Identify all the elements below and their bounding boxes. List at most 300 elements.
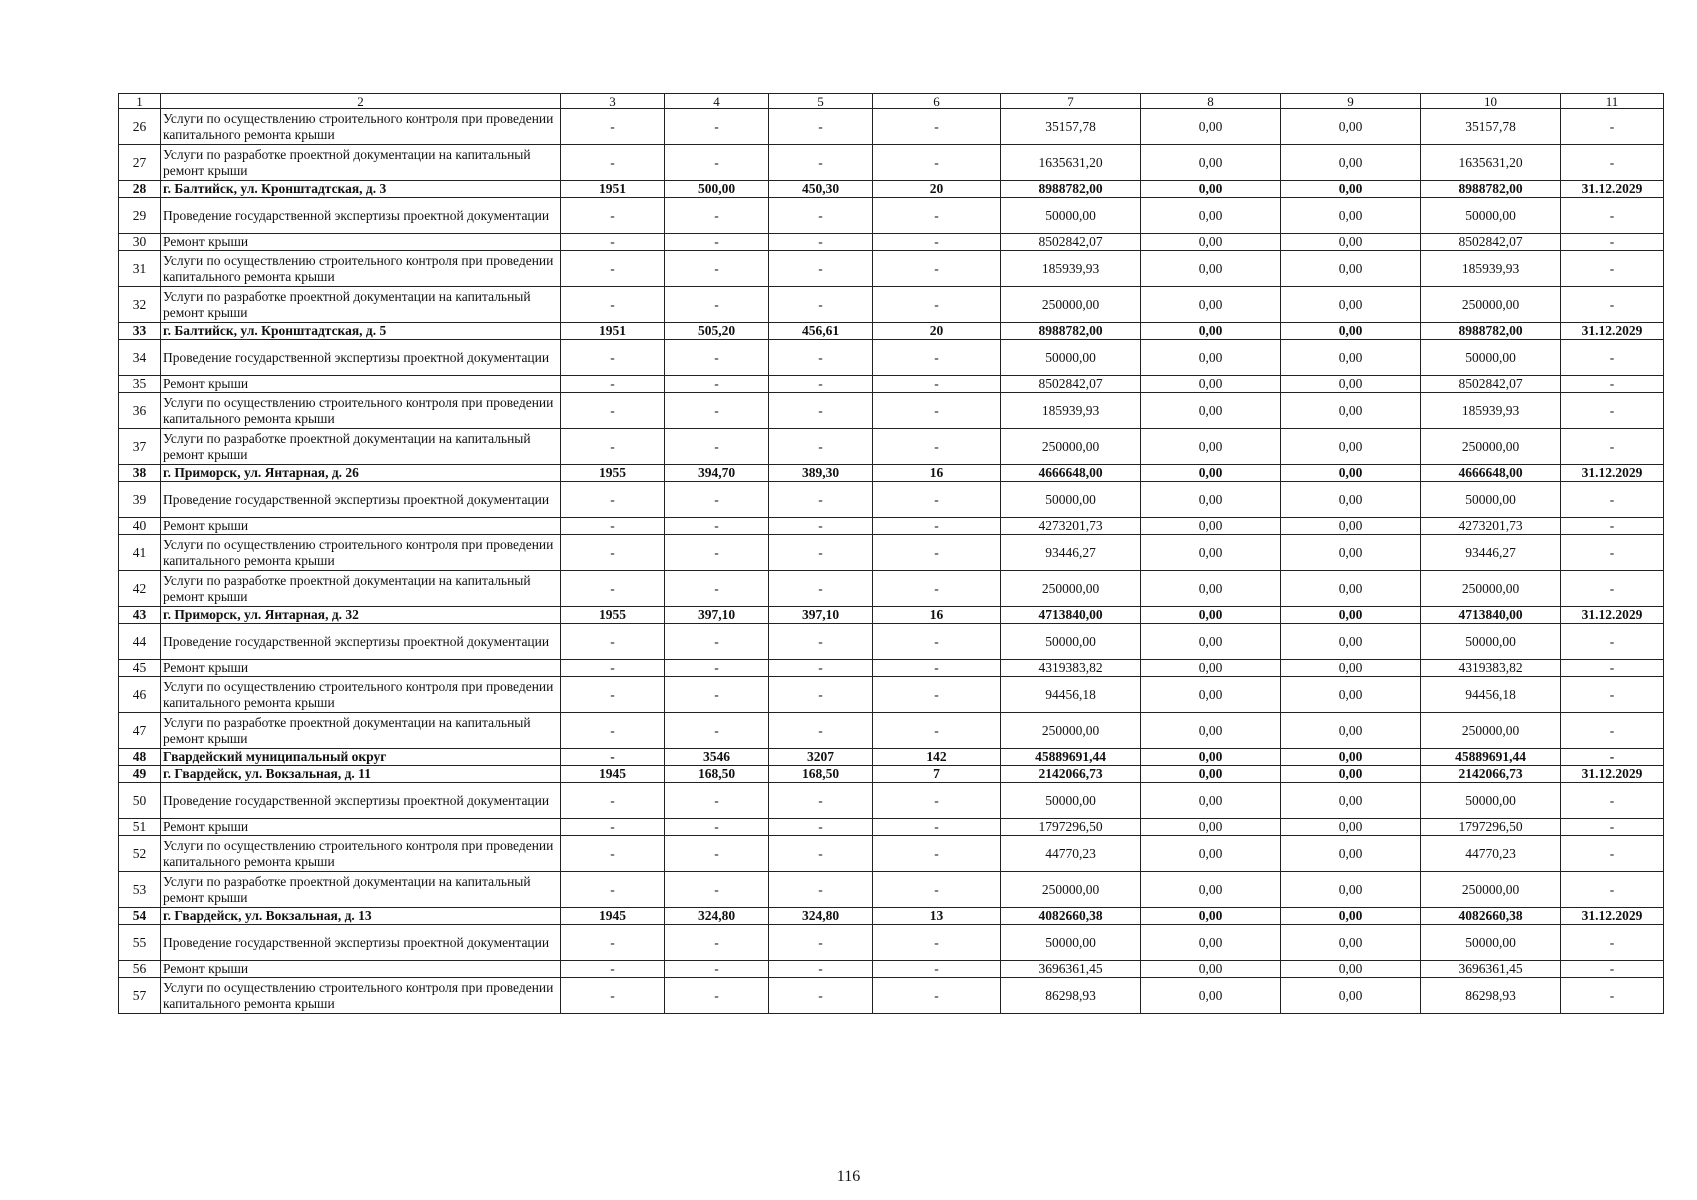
table-row: [119, 518, 1664, 535]
row-number-cell: 42: [119, 571, 161, 607]
year-cell: -: [561, 287, 665, 323]
deadline-cell: -: [1561, 251, 1664, 287]
fund-cell-9: 0,00: [1281, 607, 1421, 624]
table-row: [119, 234, 1664, 251]
row-number-cell: 40: [119, 518, 161, 535]
description-cell: Ремонт крыши: [161, 819, 561, 836]
fund-cell-10: 50000,00: [1421, 198, 1561, 234]
cost-total-cell: 4273201,73: [1001, 518, 1141, 535]
residents-cell: 7: [873, 766, 1001, 783]
area-total-cell: 394,70: [665, 465, 769, 482]
fund-cell-9: 0,00: [1281, 393, 1421, 429]
year-cell: -: [561, 677, 665, 713]
fund-cell-10: 4082660,38: [1421, 908, 1561, 925]
table-row: [119, 482, 1664, 518]
column-number-header: 7: [1001, 94, 1141, 109]
fund-cell-9: 0,00: [1281, 783, 1421, 819]
deadline-cell: -: [1561, 198, 1664, 234]
cost-total-cell: 8988782,00: [1001, 323, 1141, 340]
residents-cell: 13: [873, 908, 1001, 925]
year-cell: -: [561, 783, 665, 819]
fund-cell-8: 0,00: [1141, 429, 1281, 465]
column-number-header: 4: [665, 94, 769, 109]
column-number-header: 11: [1561, 94, 1664, 109]
year-cell: -: [561, 961, 665, 978]
year-cell: -: [561, 571, 665, 607]
table-row: [119, 925, 1664, 961]
fund-cell-8: 0,00: [1141, 607, 1281, 624]
fund-cell-9: 0,00: [1281, 340, 1421, 376]
description-cell: Ремонт крыши: [161, 961, 561, 978]
description-cell: Услуги по разработке проектной документации на капитальный ремонт крыши: [161, 571, 561, 607]
deadline-cell: -: [1561, 518, 1664, 535]
year-cell: 1955: [561, 465, 665, 482]
row-number-cell: 28: [119, 181, 161, 198]
row-number-cell: 43: [119, 607, 161, 624]
cost-total-cell: 250000,00: [1001, 429, 1141, 465]
residents-cell: -: [873, 145, 1001, 181]
deadline-cell: -: [1561, 234, 1664, 251]
table-row: [119, 836, 1664, 872]
fund-cell-10: 50000,00: [1421, 340, 1561, 376]
year-cell: -: [561, 145, 665, 181]
table-row: [119, 535, 1664, 571]
deadline-cell: -: [1561, 109, 1664, 145]
year-cell: -: [561, 660, 665, 677]
residents-cell: -: [873, 961, 1001, 978]
description-cell: Услуги по осуществлению строительного контроля при проведении капитального ремонта крыши: [161, 836, 561, 872]
fund-cell-8: 0,00: [1141, 234, 1281, 251]
description-cell: Услуги по осуществлению строительного контроля при проведении капитального ремонта крыши: [161, 535, 561, 571]
area-living-cell: -: [769, 340, 873, 376]
table-row: [119, 713, 1664, 749]
deadline-cell: -: [1561, 872, 1664, 908]
area-living-cell: -: [769, 677, 873, 713]
fund-cell-9: 0,00: [1281, 234, 1421, 251]
year-cell: -: [561, 234, 665, 251]
cost-total-cell: 4713840,00: [1001, 607, 1141, 624]
fund-cell-10: 94456,18: [1421, 677, 1561, 713]
fund-cell-9: 0,00: [1281, 872, 1421, 908]
description-cell: г. Гвардейск, ул. Вокзальная, д. 11: [161, 766, 561, 783]
cost-total-cell: 35157,78: [1001, 109, 1141, 145]
area-total-cell: -: [665, 340, 769, 376]
table-row: [119, 393, 1664, 429]
fund-cell-10: 93446,27: [1421, 535, 1561, 571]
deadline-cell: -: [1561, 376, 1664, 393]
area-total-cell: -: [665, 429, 769, 465]
fund-cell-9: 0,00: [1281, 713, 1421, 749]
residents-cell: -: [873, 925, 1001, 961]
residents-cell: -: [873, 535, 1001, 571]
deadline-cell: -: [1561, 624, 1664, 660]
table-row: [119, 660, 1664, 677]
area-living-cell: -: [769, 836, 873, 872]
deadline-cell: -: [1561, 660, 1664, 677]
residents-cell: -: [873, 836, 1001, 872]
fund-cell-9: 0,00: [1281, 376, 1421, 393]
area-living-cell: -: [769, 109, 873, 145]
fund-cell-8: 0,00: [1141, 482, 1281, 518]
deadline-cell: 31.12.2029: [1561, 607, 1664, 624]
cost-total-cell: 94456,18: [1001, 677, 1141, 713]
column-number-header-row: [119, 94, 1664, 109]
fund-cell-10: 50000,00: [1421, 624, 1561, 660]
deadline-cell: -: [1561, 819, 1664, 836]
cost-total-cell: 1635631,20: [1001, 145, 1141, 181]
year-cell: -: [561, 251, 665, 287]
description-cell: Услуги по осуществлению строительного контроля при проведении капитального ремонта крыши: [161, 393, 561, 429]
fund-cell-9: 0,00: [1281, 624, 1421, 660]
fund-cell-8: 0,00: [1141, 961, 1281, 978]
fund-cell-9: 0,00: [1281, 535, 1421, 571]
cost-total-cell: 4082660,38: [1001, 908, 1141, 925]
year-cell: 1951: [561, 323, 665, 340]
fund-cell-10: 8988782,00: [1421, 323, 1561, 340]
fund-cell-9: 0,00: [1281, 429, 1421, 465]
row-number-cell: 51: [119, 819, 161, 836]
residents-cell: -: [873, 234, 1001, 251]
fund-cell-10: 50000,00: [1421, 482, 1561, 518]
residents-cell: -: [873, 978, 1001, 1014]
row-number-cell: 37: [119, 429, 161, 465]
table-row: [119, 571, 1664, 607]
year-cell: -: [561, 925, 665, 961]
cost-total-cell: 93446,27: [1001, 535, 1141, 571]
column-number-header: 10: [1421, 94, 1561, 109]
deadline-cell: -: [1561, 925, 1664, 961]
area-living-cell: 324,80: [769, 908, 873, 925]
table-row: [119, 961, 1664, 978]
description-cell: г. Балтийск, ул. Кронштадтская, д. 5: [161, 323, 561, 340]
area-total-cell: -: [665, 978, 769, 1014]
table-row: [119, 340, 1664, 376]
fund-cell-8: 0,00: [1141, 287, 1281, 323]
area-total-cell: 324,80: [665, 908, 769, 925]
fund-cell-8: 0,00: [1141, 518, 1281, 535]
fund-cell-8: 0,00: [1141, 323, 1281, 340]
year-cell: 1951: [561, 181, 665, 198]
area-total-cell: -: [665, 961, 769, 978]
row-number-cell: 50: [119, 783, 161, 819]
fund-cell-10: 35157,78: [1421, 109, 1561, 145]
description-cell: Ремонт крыши: [161, 518, 561, 535]
year-cell: -: [561, 836, 665, 872]
fund-cell-10: 44770,23: [1421, 836, 1561, 872]
fund-cell-8: 0,00: [1141, 766, 1281, 783]
fund-cell-9: 0,00: [1281, 836, 1421, 872]
cost-total-cell: 2142066,73: [1001, 766, 1141, 783]
area-total-cell: -: [665, 925, 769, 961]
fund-cell-10: 1797296,50: [1421, 819, 1561, 836]
column-number-header: 3: [561, 94, 665, 109]
fund-cell-9: 0,00: [1281, 766, 1421, 783]
description-cell: г. Приморск, ул. Янтарная, д. 26: [161, 465, 561, 482]
fund-cell-9: 0,00: [1281, 251, 1421, 287]
table-body: [119, 94, 1664, 1014]
area-total-cell: -: [665, 872, 769, 908]
fund-cell-8: 0,00: [1141, 819, 1281, 836]
column-number-header: 9: [1281, 94, 1421, 109]
description-cell: Проведение государственной экспертизы проектной документации: [161, 482, 561, 518]
cost-total-cell: 250000,00: [1001, 872, 1141, 908]
description-cell: Проведение государственной экспертизы проектной документации: [161, 198, 561, 234]
table-row: [119, 145, 1664, 181]
fund-cell-8: 0,00: [1141, 251, 1281, 287]
description-cell: Услуги по осуществлению строительного контроля при проведении капитального ремонта крыши: [161, 677, 561, 713]
deadline-cell: -: [1561, 429, 1664, 465]
row-number-cell: 34: [119, 340, 161, 376]
area-total-cell: -: [665, 819, 769, 836]
fund-cell-8: 0,00: [1141, 783, 1281, 819]
cost-total-cell: 45889691,44: [1001, 749, 1141, 766]
fund-cell-8: 0,00: [1141, 535, 1281, 571]
fund-cell-10: 45889691,44: [1421, 749, 1561, 766]
deadline-cell: -: [1561, 978, 1664, 1014]
area-living-cell: 397,10: [769, 607, 873, 624]
table-row: [119, 251, 1664, 287]
fund-cell-8: 0,00: [1141, 198, 1281, 234]
cost-total-cell: 250000,00: [1001, 713, 1141, 749]
area-total-cell: 168,50: [665, 766, 769, 783]
page-number: 116: [836, 1168, 861, 1185]
year-cell: 1955: [561, 607, 665, 624]
area-living-cell: -: [769, 783, 873, 819]
row-number-cell: 31: [119, 251, 161, 287]
fund-cell-10: 250000,00: [1421, 872, 1561, 908]
table-row: [119, 376, 1664, 393]
description-cell: Услуги по осуществлению строительного контроля при проведении капитального ремонта крыши: [161, 978, 561, 1014]
fund-cell-9: 0,00: [1281, 482, 1421, 518]
description-cell: Услуги по осуществлению строительного контроля при проведении капитального ремонта крыши: [161, 109, 561, 145]
row-number-cell: 30: [119, 234, 161, 251]
description-cell: Гвардейский муниципальный округ: [161, 749, 561, 766]
table-row: [119, 109, 1664, 145]
residents-cell: -: [873, 482, 1001, 518]
deadline-cell: -: [1561, 961, 1664, 978]
row-number-cell: 53: [119, 872, 161, 908]
fund-cell-10: 8988782,00: [1421, 181, 1561, 198]
table-row: [119, 624, 1664, 660]
fund-cell-9: 0,00: [1281, 925, 1421, 961]
row-number-cell: 36: [119, 393, 161, 429]
deadline-cell: 31.12.2029: [1561, 766, 1664, 783]
area-living-cell: -: [769, 978, 873, 1014]
fund-cell-8: 0,00: [1141, 908, 1281, 925]
residents-cell: 20: [873, 323, 1001, 340]
table-row: [119, 323, 1664, 340]
area-total-cell: -: [665, 198, 769, 234]
fund-cell-8: 0,00: [1141, 713, 1281, 749]
fund-cell-10: 4319383,82: [1421, 660, 1561, 677]
deadline-cell: -: [1561, 287, 1664, 323]
row-number-cell: 41: [119, 535, 161, 571]
description-cell: г. Приморск, ул. Янтарная, д. 32: [161, 607, 561, 624]
description-cell: Проведение государственной экспертизы проектной документации: [161, 783, 561, 819]
residents-cell: -: [873, 713, 1001, 749]
description-cell: Услуги по разработке проектной документации на капитальный ремонт крыши: [161, 429, 561, 465]
area-total-cell: -: [665, 376, 769, 393]
area-living-cell: -: [769, 571, 873, 607]
year-cell: -: [561, 109, 665, 145]
fund-cell-10: 1635631,20: [1421, 145, 1561, 181]
area-living-cell: -: [769, 535, 873, 571]
residents-cell: -: [873, 624, 1001, 660]
fund-cell-8: 0,00: [1141, 376, 1281, 393]
column-number-header: 1: [119, 94, 161, 109]
row-number-cell: 46: [119, 677, 161, 713]
fund-cell-9: 0,00: [1281, 961, 1421, 978]
deadline-cell: 31.12.2029: [1561, 323, 1664, 340]
year-cell: -: [561, 872, 665, 908]
row-number-cell: 33: [119, 323, 161, 340]
area-total-cell: -: [665, 677, 769, 713]
area-living-cell: 389,30: [769, 465, 873, 482]
description-cell: г. Гвардейск, ул. Вокзальная, д. 13: [161, 908, 561, 925]
table-row: [119, 181, 1664, 198]
cost-total-cell: 8988782,00: [1001, 181, 1141, 198]
year-cell: -: [561, 749, 665, 766]
deadline-cell: 31.12.2029: [1561, 465, 1664, 482]
fund-cell-9: 0,00: [1281, 465, 1421, 482]
year-cell: 1945: [561, 908, 665, 925]
area-living-cell: -: [769, 624, 873, 660]
area-living-cell: -: [769, 819, 873, 836]
year-cell: -: [561, 340, 665, 376]
residents-cell: -: [873, 660, 1001, 677]
description-cell: Услуги по разработке проектной документации на капитальный ремонт крыши: [161, 287, 561, 323]
residents-cell: -: [873, 518, 1001, 535]
fund-cell-9: 0,00: [1281, 145, 1421, 181]
area-living-cell: -: [769, 198, 873, 234]
row-number-cell: 35: [119, 376, 161, 393]
residents-cell: 20: [873, 181, 1001, 198]
deadline-cell: -: [1561, 677, 1664, 713]
table-row: [119, 429, 1664, 465]
area-living-cell: -: [769, 482, 873, 518]
table-row: [119, 287, 1664, 323]
area-total-cell: -: [665, 393, 769, 429]
deadline-cell: -: [1561, 145, 1664, 181]
residents-cell: -: [873, 819, 1001, 836]
fund-cell-8: 0,00: [1141, 836, 1281, 872]
cost-total-cell: 50000,00: [1001, 340, 1141, 376]
deadline-cell: -: [1561, 836, 1664, 872]
fund-cell-8: 0,00: [1141, 872, 1281, 908]
fund-cell-8: 0,00: [1141, 677, 1281, 713]
residents-cell: -: [873, 287, 1001, 323]
description-cell: Ремонт крыши: [161, 376, 561, 393]
cost-total-cell: 4319383,82: [1001, 660, 1141, 677]
year-cell: -: [561, 482, 665, 518]
year-cell: -: [561, 393, 665, 429]
table-row: [119, 677, 1664, 713]
table-row: [119, 819, 1664, 836]
column-number-header: 5: [769, 94, 873, 109]
row-number-cell: 29: [119, 198, 161, 234]
deadline-cell: 31.12.2029: [1561, 181, 1664, 198]
fund-cell-10: 250000,00: [1421, 713, 1561, 749]
row-number-cell: 47: [119, 713, 161, 749]
description-cell: Услуги по разработке проектной документации на капитальный ремонт крыши: [161, 872, 561, 908]
residents-cell: -: [873, 677, 1001, 713]
cost-total-cell: 8502842,07: [1001, 376, 1141, 393]
description-cell: Проведение государственной экспертизы проектной документации: [161, 925, 561, 961]
cost-total-cell: 185939,93: [1001, 393, 1141, 429]
area-living-cell: -: [769, 234, 873, 251]
area-total-cell: -: [665, 624, 769, 660]
year-cell: -: [561, 429, 665, 465]
residents-cell: -: [873, 376, 1001, 393]
fund-cell-10: 3696361,45: [1421, 961, 1561, 978]
residents-cell: -: [873, 872, 1001, 908]
fund-cell-10: 250000,00: [1421, 429, 1561, 465]
column-number-header: 6: [873, 94, 1001, 109]
deadline-cell: -: [1561, 713, 1664, 749]
residents-cell: 142: [873, 749, 1001, 766]
area-total-cell: -: [665, 571, 769, 607]
area-total-cell: -: [665, 836, 769, 872]
fund-cell-9: 0,00: [1281, 287, 1421, 323]
deadline-cell: -: [1561, 535, 1664, 571]
area-living-cell: -: [769, 925, 873, 961]
cost-total-cell: 50000,00: [1001, 198, 1141, 234]
fund-cell-9: 0,00: [1281, 677, 1421, 713]
deadline-cell: 31.12.2029: [1561, 908, 1664, 925]
description-cell: Ремонт крыши: [161, 234, 561, 251]
area-living-cell: -: [769, 429, 873, 465]
residents-cell: -: [873, 251, 1001, 287]
fund-cell-10: 250000,00: [1421, 287, 1561, 323]
row-number-cell: 48: [119, 749, 161, 766]
residents-cell: 16: [873, 607, 1001, 624]
area-living-cell: -: [769, 393, 873, 429]
area-living-cell: 3207: [769, 749, 873, 766]
fund-cell-10: 8502842,07: [1421, 234, 1561, 251]
description-cell: Проведение государственной экспертизы проектной документации: [161, 340, 561, 376]
table-row: [119, 749, 1664, 766]
fund-cell-9: 0,00: [1281, 660, 1421, 677]
table-row: [119, 978, 1664, 1014]
deadline-cell: -: [1561, 571, 1664, 607]
fund-cell-8: 0,00: [1141, 925, 1281, 961]
fund-cell-10: 185939,93: [1421, 393, 1561, 429]
area-total-cell: -: [665, 518, 769, 535]
fund-cell-10: 50000,00: [1421, 925, 1561, 961]
fund-cell-9: 0,00: [1281, 571, 1421, 607]
fund-cell-10: 2142066,73: [1421, 766, 1561, 783]
fund-cell-8: 0,00: [1141, 181, 1281, 198]
residents-cell: -: [873, 198, 1001, 234]
area-living-cell: -: [769, 660, 873, 677]
fund-cell-9: 0,00: [1281, 323, 1421, 340]
area-total-cell: 3546: [665, 749, 769, 766]
cost-total-cell: 50000,00: [1001, 482, 1141, 518]
fund-cell-9: 0,00: [1281, 181, 1421, 198]
area-total-cell: 397,10: [665, 607, 769, 624]
area-total-cell: -: [665, 660, 769, 677]
area-living-cell: -: [769, 145, 873, 181]
row-number-cell: 44: [119, 624, 161, 660]
fund-cell-8: 0,00: [1141, 109, 1281, 145]
year-cell: -: [561, 978, 665, 1014]
row-number-cell: 38: [119, 465, 161, 482]
description-cell: Проведение государственной экспертизы проектной документации: [161, 624, 561, 660]
area-living-cell: -: [769, 872, 873, 908]
row-number-cell: 52: [119, 836, 161, 872]
table-row: [119, 607, 1664, 624]
description-cell: Услуги по разработке проектной документации на капитальный ремонт крыши: [161, 713, 561, 749]
